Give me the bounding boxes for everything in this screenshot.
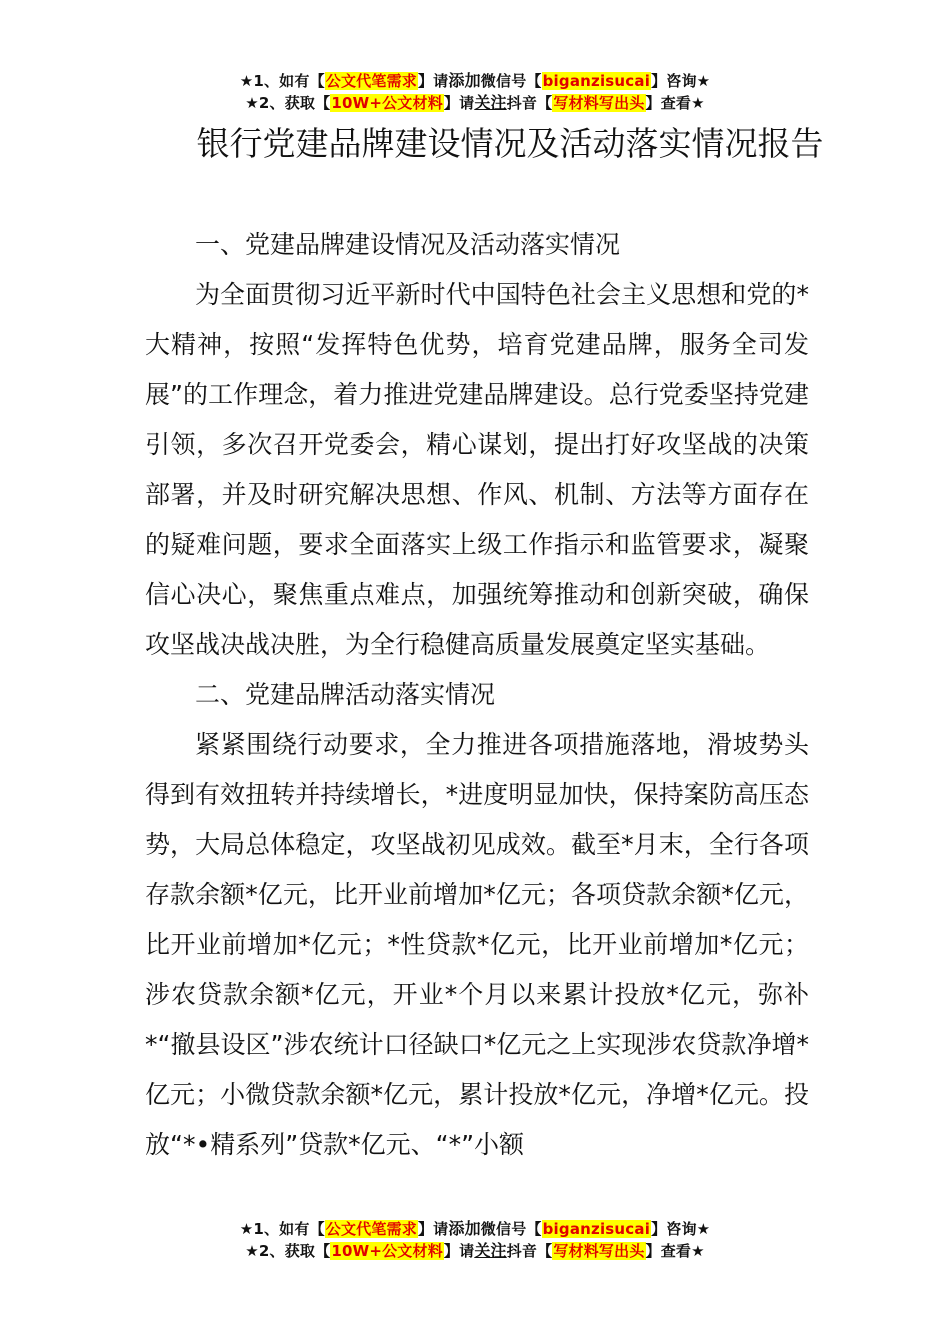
banner-highlight-wechat-id: biganzisucai	[542, 72, 651, 90]
footer-banner-line-1	[0, 1218, 950, 1240]
footer-highlight-wechat-id: biganzisucai	[542, 1220, 651, 1238]
header-banner	[0, 70, 950, 114]
footer-highlight-douyin-id: 写材料写出头	[553, 1242, 645, 1260]
section-heading-1: 一、党建品牌建设情况及活动落实情况	[195, 230, 621, 259]
document-body	[145, 220, 809, 1170]
footer-line-1-suffix: 】咨询★	[651, 1220, 711, 1238]
footer-highlight-writing-service: 公文代笔需求	[325, 1220, 417, 1238]
footer-line-2-suffix: 】查看★	[645, 1242, 705, 1260]
paragraph-1: 为全面贯彻习近平新时代中国特色社会主义思想和党的*大精神，按照“发挥特色优势，培育党建品牌，服务全司发展”的工作理念，着力推进党建品牌建设。总行党委坚持党建引领，多次召开党委会，精心谋划，提出打好攻坚战的决策部署，并及时研究解决思想、作风、机制、方法等方面存在的疑难问题，要求全面落实上级工作指示和监管要求，凝聚信心决心，聚焦重点难点，加强统筹推动和创新突破，确保攻坚战决战决胜，为全行稳健高质量发展奠定坚实基础。	[145, 280, 809, 659]
banner-line-2-prefix: ★2、获取【	[245, 94, 331, 112]
banner-line-1-prefix: ★1、如有【	[239, 72, 325, 90]
footer-line-1-mid2: 微信号【	[480, 1220, 542, 1238]
banner-line-1-mid: 】请	[417, 72, 449, 90]
banner-line-1	[0, 70, 950, 92]
banner-highlight-douyin-id: 写材料写出头	[553, 94, 645, 112]
section-heading-2: 二、党建品牌活动落实情况	[195, 680, 496, 709]
paragraph-2: 紧紧围绕行动要求，全力推进各项措施落地，滑坡势头得到有效扭转并持续增长，*进度明显加快，保持案防高压态势，大局总体稳定，攻坚战初见成效。截至*月末，全行各项存款余额*亿元，比开业前增加*亿元；各项贷款余额*亿元，比开业前增加*亿元；*性贷款*亿元，比开业前增加*亿元；涉农贷款余额*亿元，开业*个月以来累计投放*亿元，弥补*“撤县设区”涉农统计口径缺口*亿元之上实现涉农贷款净增*亿元；小微贷款余额*亿元，累计投放*亿元，净增*亿元。投放“*•精系列”贷款*亿元、“*”小额	[145, 730, 809, 1159]
footer-line-1-mid: 】请	[417, 1220, 449, 1238]
banner-line-1-mid2: 微信号【	[480, 72, 542, 90]
banner-line-2	[0, 92, 950, 114]
banner-line-1-emphasis: 添加	[448, 71, 481, 90]
footer-line-2-emphasis: 关注	[474, 1241, 507, 1260]
footer-banner-line-2	[0, 1240, 950, 1262]
banner-line-2-emphasis: 关注	[474, 93, 507, 112]
banner-highlight-writing-service: 公文代笔需求	[325, 72, 417, 90]
banner-line-2-suffix: 】查看★	[645, 94, 705, 112]
banner-line-1-suffix: 】咨询★	[651, 72, 711, 90]
footer-banner	[0, 1218, 950, 1262]
footer-line-1-emphasis: 添加	[448, 1219, 481, 1238]
footer-highlight-materials: 10W+公文材料	[331, 1242, 443, 1260]
footer-line-2-mid: 】请	[443, 1242, 475, 1260]
document-title: 银行党建品牌建设情况及活动落实情况报告	[196, 124, 824, 163]
banner-highlight-materials: 10W+公文材料	[331, 94, 443, 112]
footer-line-2-prefix: ★2、获取【	[245, 1242, 331, 1260]
footer-line-2-mid2: 抖音【	[506, 1242, 553, 1260]
banner-line-2-mid2: 抖音【	[506, 94, 553, 112]
footer-line-1-prefix: ★1、如有【	[239, 1220, 325, 1238]
banner-line-2-mid: 】请	[443, 94, 475, 112]
